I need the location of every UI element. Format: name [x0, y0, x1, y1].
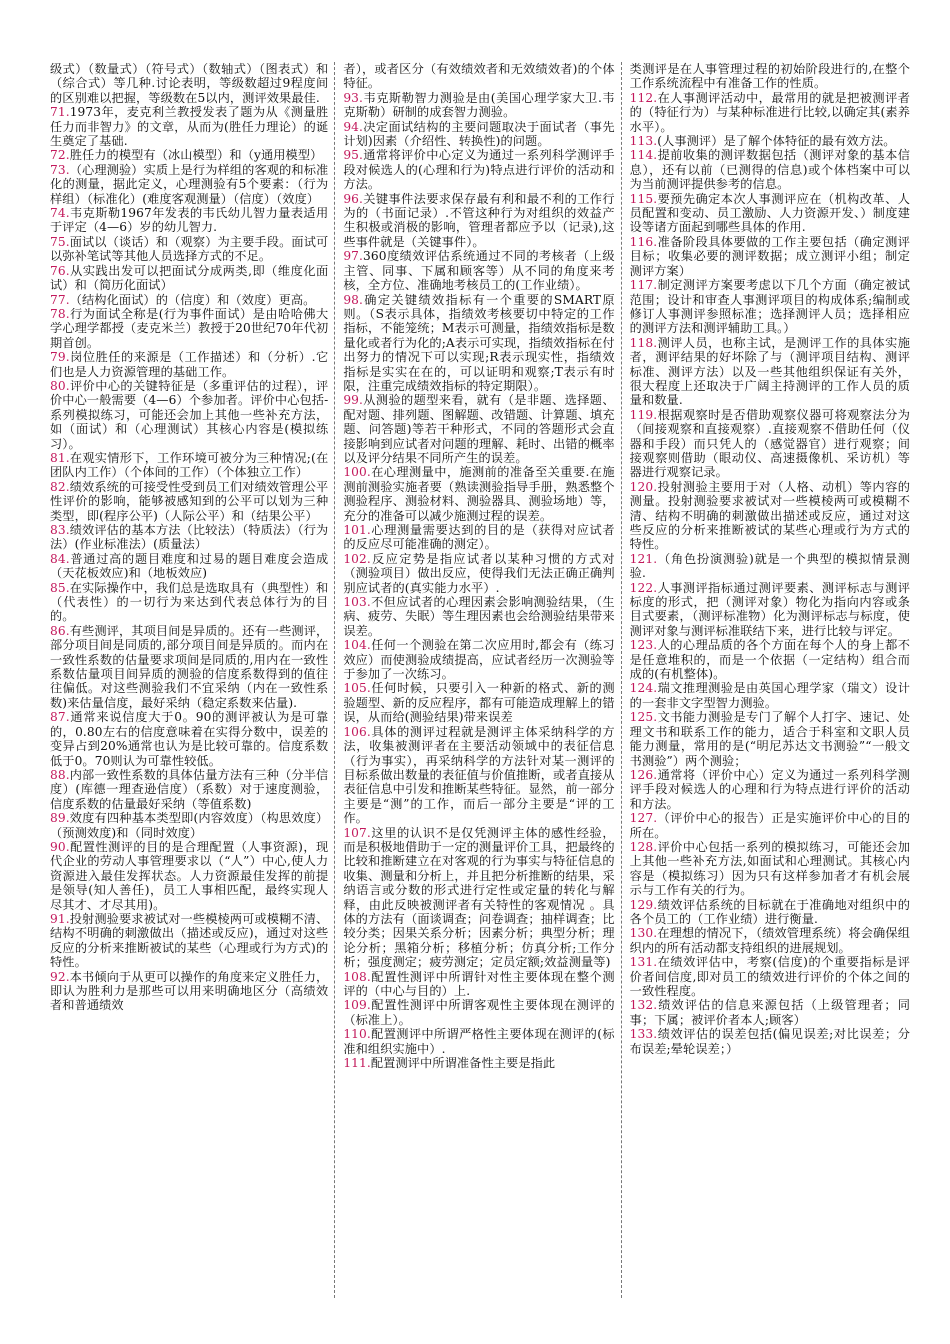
question-item	[630, 638, 910, 681]
question-item	[343, 148, 614, 191]
question-item	[50, 552, 328, 581]
question-item	[343, 523, 614, 552]
question-text: 级式）（数量式）（符号式）（数轴式）（图表式）和（综合式）等几种.讨论表明，等级数超过9程度间的区别难以把握，等级数在5以内，测评效果最佳.	[50, 62, 329, 105]
question-item	[50, 379, 328, 451]
question-text: 从实践出发可以把面试分成两类,即（维度化面试）和（简历化面试）	[50, 263, 329, 293]
question-text: 绩效评估的信息来源包括（上级管理者；同事；下属；被评价者本人;顾客）	[629, 998, 910, 1027]
question-text: 测评人员，也称主试，是测评工作的具体实施者，测评结果的好坏除了与（测评项目结构、测评标准、测评方法）以及一些其他组织保证有关外，很大程度上还取决于广阔主持测评的工作人员的质量和数量.	[629, 335, 910, 408]
question-text: 360度绩效评估系统通过不同的考核者（上级主管、同事、下属和顾客等）从不同的角度来考核，全方位、准确地考核员工的(工作业绩）。	[343, 249, 615, 293]
question-number: 77.	[50, 292, 70, 307]
question-text: 瑞文推理测验是由英国心理学家（瑞文）设计的一套非文字型智力测验。	[629, 681, 910, 710]
question-number: 73.	[50, 162, 70, 177]
question-item	[630, 336, 910, 408]
question-item	[630, 768, 910, 811]
question-item	[50, 206, 328, 235]
question-item	[630, 91, 910, 134]
question-item	[630, 1027, 910, 1056]
question-text: 韦克斯勒1967年发表的韦氏幼儿智力量表适用于评定（4—6）岁的幼儿智力.	[50, 206, 329, 235]
question-item	[50, 768, 328, 811]
question-item	[50, 970, 328, 1013]
question-number: 87.	[50, 710, 70, 725]
question-number: 102.	[343, 551, 371, 566]
question-item	[343, 998, 614, 1027]
question-number: 84.	[50, 551, 70, 566]
question-text: 绩效评估的基本方法（比较法）（特质法）（行为法）(作业标准法）(质量法）	[50, 523, 329, 552]
question-text: 配置测评中所谓准备性主要是指此	[370, 1056, 556, 1071]
question-number: 92.	[50, 969, 70, 984]
question-text: 有些测评，其项目间是异质的。还有一些测评，部分项目间是同质的,部分项目间是异质的。而内在一致性系数的估量要求项间是同质的,用内在一致性系数估量项目间异质的测验的信度系数得到的值往往偏低。对这些测验我们不宜采纳（内在一致性系数)来估量信度，最好采纳（稳定系数来估量).	[50, 623, 329, 710]
question-text: 通常将（评价中心）定义为通过一系列科学测评手段对候选人的心理和行为特点进行评价的活动和方法。	[629, 767, 910, 811]
question-item	[50, 480, 328, 523]
question-number: 113.	[629, 134, 658, 149]
question-number: 104.	[343, 638, 371, 653]
question-text: 投射测验主要用于对（人格、动机）等内容的测量。投射测验要求被试对一些模棱两可或模糊不清、结构不明确的刺激做出描述或反应，通过对这些反应的分析来推断被试的某些心理或行为方式的特性。	[629, 479, 910, 552]
question-text: 反应定势是指应试者以某种习惯的方式对（测验项目）做出反应，使得我们无法正确正确判别应试者的(真实能力水平）.	[343, 551, 615, 595]
question-number: 119.	[629, 407, 658, 422]
question-number: 111.	[343, 1056, 371, 1071]
question-number: 103.	[343, 595, 371, 610]
question-number: 122.	[629, 580, 658, 595]
question-number: 124.	[629, 681, 658, 696]
question-item	[343, 826, 614, 970]
question-item	[343, 638, 614, 681]
question-text: 这里的认识不是仅凭测评主体的感性经验，而是积极地借助于一定的测量评价工具，把最终的比较和推断建立在对客观的行为事实与特征信息的收集、测量和分析上，并且把分析推断的结果，采纳语言或分数的形式进行定性或定量的转化与解释，由此反映被测评者有关特性的客观情况 。具体的方法有（面谈调查；问卷调查；抽样调查；比较分类；因果关系分析；因素分析；典型分析；理论分析；黑箱分析；移植分析；仿真分析;工作分析；强度测定；疲劳测定；定员定额;效益测量等)	[343, 825, 615, 970]
question-item	[630, 955, 910, 998]
question-number: 120.	[629, 479, 658, 494]
question-text: 者），或者区分（有效绩效者和无效绩效者)的个体特征。	[343, 62, 615, 91]
question-item	[630, 480, 910, 552]
question-text: 评价中心包括一系列的模拟练习，可能还会加上其他一些补充方法,如面试和心理测试。其核心内容是（模拟练习）因为只有这样参加者才有机会展示与工作有关的行为。	[629, 839, 910, 898]
question-text: 普通过高的题目难度和过易的题目难度会造成（天花板效应)和（地板效应)	[50, 551, 329, 581]
question-text: 具体的测评过程就是测评主体采纳科学的方法，收集被测评者在主要活动领域中的表征信息（行为事实），再采纳科学的方法针对某一测评的目标系做出数量的表征值与价值推断，或者直接从表征信息中引发和推断某些特征。显然，前一部分主要是“测”的工作，而后一部分主要是“评的工作。	[343, 724, 615, 826]
question-number: 74.	[50, 206, 70, 221]
question-text: 投射测验要求被试对一些模棱两可或模糊不清、结构不明确的刺激做出（描述或反应)，通过对这些反应的分析来推断被试的某些（心理或行为方式)的特性。	[50, 911, 329, 970]
question-item	[50, 264, 328, 293]
question-item	[630, 192, 910, 235]
question-item	[343, 681, 614, 724]
question-item	[630, 998, 910, 1027]
question-number: 90.	[50, 839, 70, 854]
question-text: 配置性测评中所谓针对性主要体现在整个测评的（中心与目的）上.	[343, 969, 615, 998]
question-number: 128.	[629, 839, 658, 854]
question-item	[343, 293, 614, 394]
column-middle	[335, 62, 620, 1298]
question-number: 85.	[50, 580, 70, 595]
question-number: 129.	[629, 897, 658, 912]
question-text: 不但应试者的心理因素会影响测验结果，（生病、疲劳、失眠）等生理因素也会给测验结果带来误差。	[343, 595, 615, 638]
question-text: 本书倾向于从更可以操作的角度来定义胜任力，即认为胜利力是那些可以用来明确地区分（高绩效者和普通绩效	[50, 969, 329, 1013]
question-item	[343, 552, 614, 595]
question-item	[343, 249, 614, 292]
question-text: 在心理测量中，施测前的准备至关重要.在施测前测验实施者要（熟读测验指导手册，熟悉整个测验程序、测验材料、测验器具、测验场地）等，充分的准备可以减少施测过程的误差。	[343, 465, 615, 523]
question-item	[50, 235, 328, 264]
question-number: 94.	[343, 119, 364, 134]
question-item	[343, 1056, 614, 1070]
document-page	[50, 62, 910, 1298]
question-text: 根据观察时是否借助观察仪器可将观察法分为（间接观察和直接观察）.直接观察不借助任何（仪器和手段）而只凭人的（感觉器官）进行观察；间接观察则借助（眼动仪、高速摄像机、采访机）等器进行观察记录。	[629, 407, 910, 480]
question-text: （结构化面试）的（信度）和（效度）更高。	[69, 292, 316, 307]
question-item	[630, 710, 910, 768]
question-number: 116.	[629, 234, 658, 249]
question-text: 任何时候，只要引入一种新的格式、新的测验题型、新的反应程序，都有可能造成理解上的错误，从而给(测验结果)带来误差	[343, 681, 615, 725]
question-number: 110.	[343, 1027, 371, 1042]
question-text: （心理测验）实质上是行为样组的客观的和标准化的测量，据此定义，心理测验有5个要素：（行为样组）（标准化）(难度客观测量）（信度）（效度）	[50, 162, 329, 206]
question-item	[343, 120, 614, 149]
question-item	[630, 552, 910, 581]
question-item	[50, 523, 328, 552]
question-number: 80.	[50, 378, 70, 393]
question-number: 108.	[343, 969, 371, 984]
question-number: 118.	[629, 335, 658, 350]
question-item	[630, 811, 910, 840]
question-number: 123.	[629, 638, 658, 653]
question-item	[343, 192, 614, 250]
question-text: 胜任力的模型有（冰山模型）和（y通用模型）	[69, 148, 323, 163]
question-text: 在人事测评活动中，最常用的就是把被测评者的（特征行为）与某种标准进行比较,以确定其(素养水平）。	[629, 90, 910, 134]
question-text: 决定面试结构的主要问题取决于面试者（事先计划)因素（介绍性、转换性)的问题。	[343, 119, 615, 149]
question-number: 95.	[343, 148, 364, 163]
question-number: 127.	[629, 811, 658, 826]
question-text: 绩效系统的可接受性受到员工们对绩效管理公平性评价的影响，能够被感知到的公平可以划为三种类型，即(程序公平)（人际公平）和（结果公平）	[50, 479, 329, 523]
question-text: 提前收集的测评数据包括（测评对象的基本信息），还有以前（已测得的信息)或个体档案中可以为当前测评提供参考的信息。	[629, 148, 910, 192]
question-number: 105.	[343, 681, 371, 696]
question-item	[343, 465, 614, 523]
question-number: 117.	[629, 278, 658, 293]
question-item	[630, 134, 910, 148]
question-item	[343, 62, 614, 91]
question-item	[50, 62, 328, 105]
question-item	[630, 898, 910, 927]
question-text: 人的心理品质的各个方面在每个人的身上都不是任意堆积的，而是一个依据（一定结构）组合而成的(有机整体)。	[629, 638, 910, 682]
question-number: 72.	[50, 148, 70, 163]
question-item	[50, 710, 328, 768]
question-item	[630, 235, 910, 278]
question-item	[630, 62, 910, 91]
question-item	[630, 681, 910, 710]
question-number: 121.	[629, 551, 658, 566]
question-item	[343, 970, 614, 999]
question-text: 绩效评估的误差包括(偏见误差;对比误差；分布误差;晕轮误差；）	[629, 1027, 910, 1056]
question-number: 96.	[343, 191, 364, 206]
question-number: 115.	[629, 191, 658, 206]
question-item	[343, 91, 614, 120]
question-item	[630, 278, 910, 336]
question-item	[50, 307, 328, 350]
question-text: 人事测评指标通过测评要素、测评标志与测评标度的形式，把（测评对象）物化为指向内容或条目式要素，（测评标准物）化为测评标志与标度，使测评对象与测评标准联结下来，进行比较与评定。	[629, 580, 910, 638]
question-number: 97.	[343, 249, 364, 264]
question-text: 从测验的题型来看，就有（是非题、选择题、配对题、排列题、图解题、改错题、计算题、填充题、问答题)等若干种形式，不同的答题形式会直接影响到应试者对问题的理解、耗时、出错的概率以及评分结果不同所产生的误差。	[343, 393, 615, 465]
question-item	[630, 408, 910, 480]
question-number: 79.	[50, 350, 70, 365]
question-number: 112.	[629, 90, 658, 105]
column-right	[622, 62, 910, 1298]
question-number: 81.	[50, 450, 70, 465]
question-number: 83.	[50, 523, 70, 537]
question-text: 面试以（谈话）和（观察）为主要手段。面试可以弥补笔试等其他人员选择方式的不足。	[50, 234, 329, 264]
question-number: 107.	[343, 825, 371, 840]
question-item	[50, 811, 328, 840]
question-item	[343, 595, 614, 638]
question-text: （评价中心的报告）正是实施评价中心的目的所在。	[629, 811, 910, 840]
question-number: 106.	[343, 724, 371, 739]
question-text: 内部一致性系数的具体估量方法有三种（分半信度）(库德一理查逊信度）（系数）对于速度测验，信度系数的估量最好采纳（等值系数)	[50, 767, 329, 811]
question-item	[50, 451, 328, 480]
question-item	[50, 105, 328, 148]
question-number: 133.	[629, 1027, 658, 1042]
question-text: 任何一个测验在第二次应用时,都会有（练习效应）而使测验成绩提高，应试者经历一次测验等于参加了一次练习。	[343, 638, 615, 682]
column-left	[50, 62, 334, 1298]
question-text: 绩效评估系统的目标就在于准确地对组织中的各个员工的（工作业绩）进行衡量.	[629, 897, 910, 926]
question-item	[50, 293, 328, 307]
question-number: 98.	[343, 292, 364, 307]
question-text: 关键事件法要求保存最有利和最不利的工作行为的（书面记录）.不管这种行为对组织的效益产生积极或消极的影响，管理者都应予以（记录),这些事件就是（关键事件）。	[343, 191, 615, 249]
question-number: 131.	[629, 955, 658, 970]
question-number: 125.	[629, 710, 658, 725]
question-number: 101.	[343, 523, 371, 537]
question-text: 类测评是在人事管理过程的初始阶段进行的,在整个工作系统流程中有准备工作的性质。	[629, 62, 910, 91]
question-text: 配置测评中所谓严格性主要体现在测评的(标准和组织实施中）.	[343, 1027, 615, 1056]
question-text: 确定关键绩效指标有一个重要的SMART原则。（S表示具体，指绩效考核要切中特定的工作指标，不能笼统；M表示可测量，指绩效指标是数量化或者行为化的;A表示可实现，指绩效指标在付出努力的情况下可以实现;R表示现实性，指绩效指标是实实在在的，可以证明和观察;T表示有时限，注重完成绩效指标的特定期限）。	[343, 292, 615, 393]
question-number: 89.	[50, 811, 70, 826]
question-item	[343, 1027, 614, 1056]
question-item	[50, 581, 328, 624]
question-text: 1973年，麦克利兰教授发表了题为从《测量胜任力而非智力》的文章，从而为(胜任力理论）的诞生奠定了基础.	[50, 105, 329, 149]
question-text: 评价中心的关键特征是（多重评估的过程），评价中心一般需要（4—6）个参加者。评价中心包括-系列模拟练习，可能还会加上其他一些补充方法，如（面试）和（心理测试）其核心内容是(模拟练习）。	[50, 378, 329, 451]
question-item	[50, 148, 328, 162]
question-text: （角色扮演测验)就是一个典型的模拟情景测验.	[629, 551, 910, 581]
question-item	[630, 581, 910, 639]
question-text: 在实际操作中，我们总是选取具有（典型性）和（代表性）的一切行为来达到代表总体行为的目的。	[50, 580, 329, 624]
question-number: 132.	[629, 998, 658, 1013]
question-text: 心理测量需要达到的目的是（获得对应试者的反应尽可能准确的测定）。	[343, 523, 615, 552]
question-number: 93.	[343, 90, 364, 105]
question-number: 75.	[50, 234, 70, 249]
question-text: 效度有四种基本类型即(内容效度）（构思效度）（预测效度)和（同时效度）	[50, 811, 329, 840]
question-text: 准备阶段具体要做的工作主要包括（确定测评目标；收集必要的测评数据；成立测评小组；制定测评方案）	[629, 234, 910, 278]
question-number: 91.	[50, 911, 70, 926]
question-item	[630, 148, 910, 191]
question-item	[343, 725, 614, 826]
question-item	[50, 840, 328, 912]
question-text: 韦克斯勒智力测验是由(美国心理学家大卫.韦克斯勒）研制的成套智力测验。	[343, 90, 615, 120]
question-text: 通常来说信度大于0。90的测评被认为是可靠的，0.80左右的信度意味着在实得分数中，误差的变异占到20%通常也认为是比较可靠的。信度系数低于0。70则认为可靠性较低。	[50, 710, 329, 768]
question-item	[630, 840, 910, 898]
question-text: 制定测评方案要考虑以下几个方面（确定被试范围；设计和审查人事测评项目的构成体系;编制或修订人事测评参照标准；选择测评人员；选择相应的测评方法和测评辅助工具。）	[629, 278, 910, 336]
question-text: 配置性测评中所谓客观性主要体现在测评的（标准上）。	[343, 998, 615, 1027]
question-number: 88.	[50, 767, 70, 782]
question-item	[630, 926, 910, 955]
question-text: 行为面试全称是(行为事件面试）是由哈哈佛大学心理学都授（麦克米兰）教授于20世纪70年代初期首创。	[50, 306, 329, 350]
question-text: 配置性测评的目的是合理配置（人事资源)，现代企业的劳动人事管理要求以（“人”）中心,使人力资源进入最佳发挥状态。人力资源最佳发挥的前提是领导(知人善任)，员工人事相匹配，最终实现人尽其才、才尽其用)。	[50, 839, 329, 912]
question-item	[50, 912, 328, 970]
question-item	[50, 624, 328, 710]
question-number: 71.	[50, 105, 70, 120]
question-text: 岗位胜任的来源是（工作描述）和（分析）.它们也是人力资源管理的基础工作。	[50, 350, 329, 379]
question-number: 78.	[50, 306, 70, 321]
question-text: 要预先确定本次人事测评应在（机构改革、人员配置和变动、员工激励、人力资源开发、）制度建设等诸方面起到哪些具体的作用.	[629, 191, 910, 235]
question-number: 126.	[629, 767, 658, 782]
question-item	[50, 163, 328, 206]
question-item	[50, 350, 328, 379]
question-text: 在绩效评估中，考察(信度)的个重要指标是评价者间信度,即对员工的绩效进行评价的个体之间的一致性程度。	[629, 955, 910, 998]
question-number: 82.	[50, 479, 70, 494]
question-text: 在观实情形下，工作环境可被分为三种情况;(在团队内工作）（个体间的工作）（个体独立工作）	[50, 450, 329, 480]
question-text: 文书能力测验是专门了解个人打字、速记、处理文书和联系工作的能力，适合于科室和文职人员能力测量，常用的是(“明尼苏达文书测验”“一般文书测验”）两个测验；	[629, 710, 910, 768]
question-number: 109.	[343, 998, 371, 1013]
question-number: 100.	[343, 465, 371, 480]
question-number: 130.	[629, 926, 658, 941]
question-number: 86.	[50, 623, 70, 638]
question-number: 76.	[50, 263, 70, 278]
question-number: 99.	[343, 393, 364, 408]
question-item	[343, 393, 614, 465]
question-number: 114.	[629, 148, 658, 163]
question-text: (人事测评）是了解个体特征的最有效方法。	[657, 134, 896, 149]
question-text: 在理想的情况下，（绩效管理系统）将会确保组织内的所有活动都支持组织的进展规划。	[629, 926, 910, 955]
question-text: 通常将评价中心定义为通过一系列科学测评手段对候选人的(心理和行为)特点进行评价的活动和方法。	[343, 148, 615, 192]
